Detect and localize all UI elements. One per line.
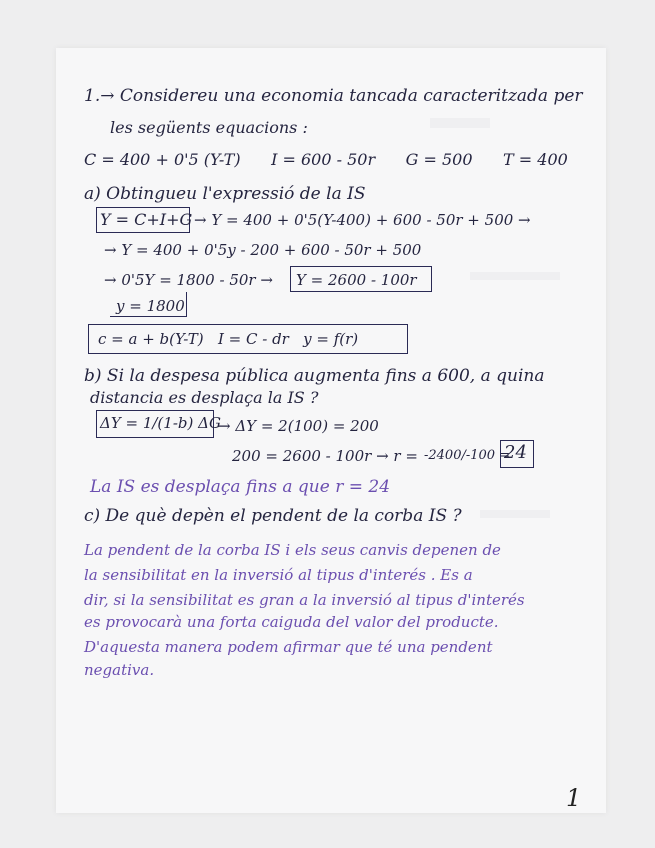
multiplier-formula: ΔY = 1/(1-b) ΔG: [100, 414, 221, 432]
part-b-answer: La IS es desplaça fins a que r = 24: [90, 477, 391, 497]
model-summary: c = a + b(Y-T) I = C - dr y = f(r): [98, 330, 359, 348]
bleed-through-mark: [470, 272, 560, 280]
exercise-heading-continued: les següents equacions :: [110, 118, 308, 137]
is-simplification: → 0'5Y = 1800 - 50r →: [104, 271, 273, 289]
multiplier-calculation: → ΔY = 2(100) = 200: [218, 417, 379, 435]
interest-rate-fraction: -2400/-100 =: [424, 448, 511, 463]
bleed-through-mark: [430, 118, 490, 128]
part-c-answer-line: D'aquesta manera podem afirmar que té una pendent: [84, 638, 493, 656]
part-c-answer-line: la sensibilitat en la inversió al tipus d'interés . Es a: [84, 566, 473, 584]
page-number: 1: [566, 784, 582, 812]
is-expansion: → Y = 400 + 0'5y - 200 + 600 - 50r + 500: [104, 241, 422, 259]
part-c-answer-line: La pendent de la corba IS i els seus canvis depenen de: [84, 541, 501, 559]
part-c-answer-line: es provocarà una forta caiguda del valor del producte.: [84, 613, 499, 631]
part-a-question: a) Obtingueu l'expressió de la IS: [84, 184, 366, 204]
part-c-answer-line: dir, si la sensibilitat es gran a la inversió al tipus d'interés: [84, 591, 525, 609]
is-result: Y = 2600 - 100r: [296, 271, 417, 289]
interest-rate-result: 24: [504, 442, 527, 463]
part-b-question: b) Si la despesa pública augmenta fins a 600, a quina: [84, 366, 545, 386]
bleed-through-mark: [480, 510, 550, 518]
is-intercept: y = 1800: [116, 297, 185, 315]
interest-rate-solve: 200 = 2600 - 100r → r =: [232, 447, 418, 465]
model-equations: C = 400 + 0'5 (Y-T) I = 600 - 50r G = 500 T = 400: [84, 150, 568, 169]
part-b-question-continued: distancia es desplaça la IS ?: [90, 388, 319, 407]
part-c-answer-line: negativa.: [84, 661, 155, 679]
exercise-heading: 1.→ Considereu una economia tancada caracteritzada per: [84, 86, 583, 106]
is-substitution: → Y = 400 + 0'5(Y-400) + 600 - 50r + 500 →: [194, 211, 531, 229]
part-c-question: c) De què depèn el pendent de la corba IS ?: [84, 506, 462, 526]
is-identity: Y = C+I+G: [100, 210, 193, 229]
